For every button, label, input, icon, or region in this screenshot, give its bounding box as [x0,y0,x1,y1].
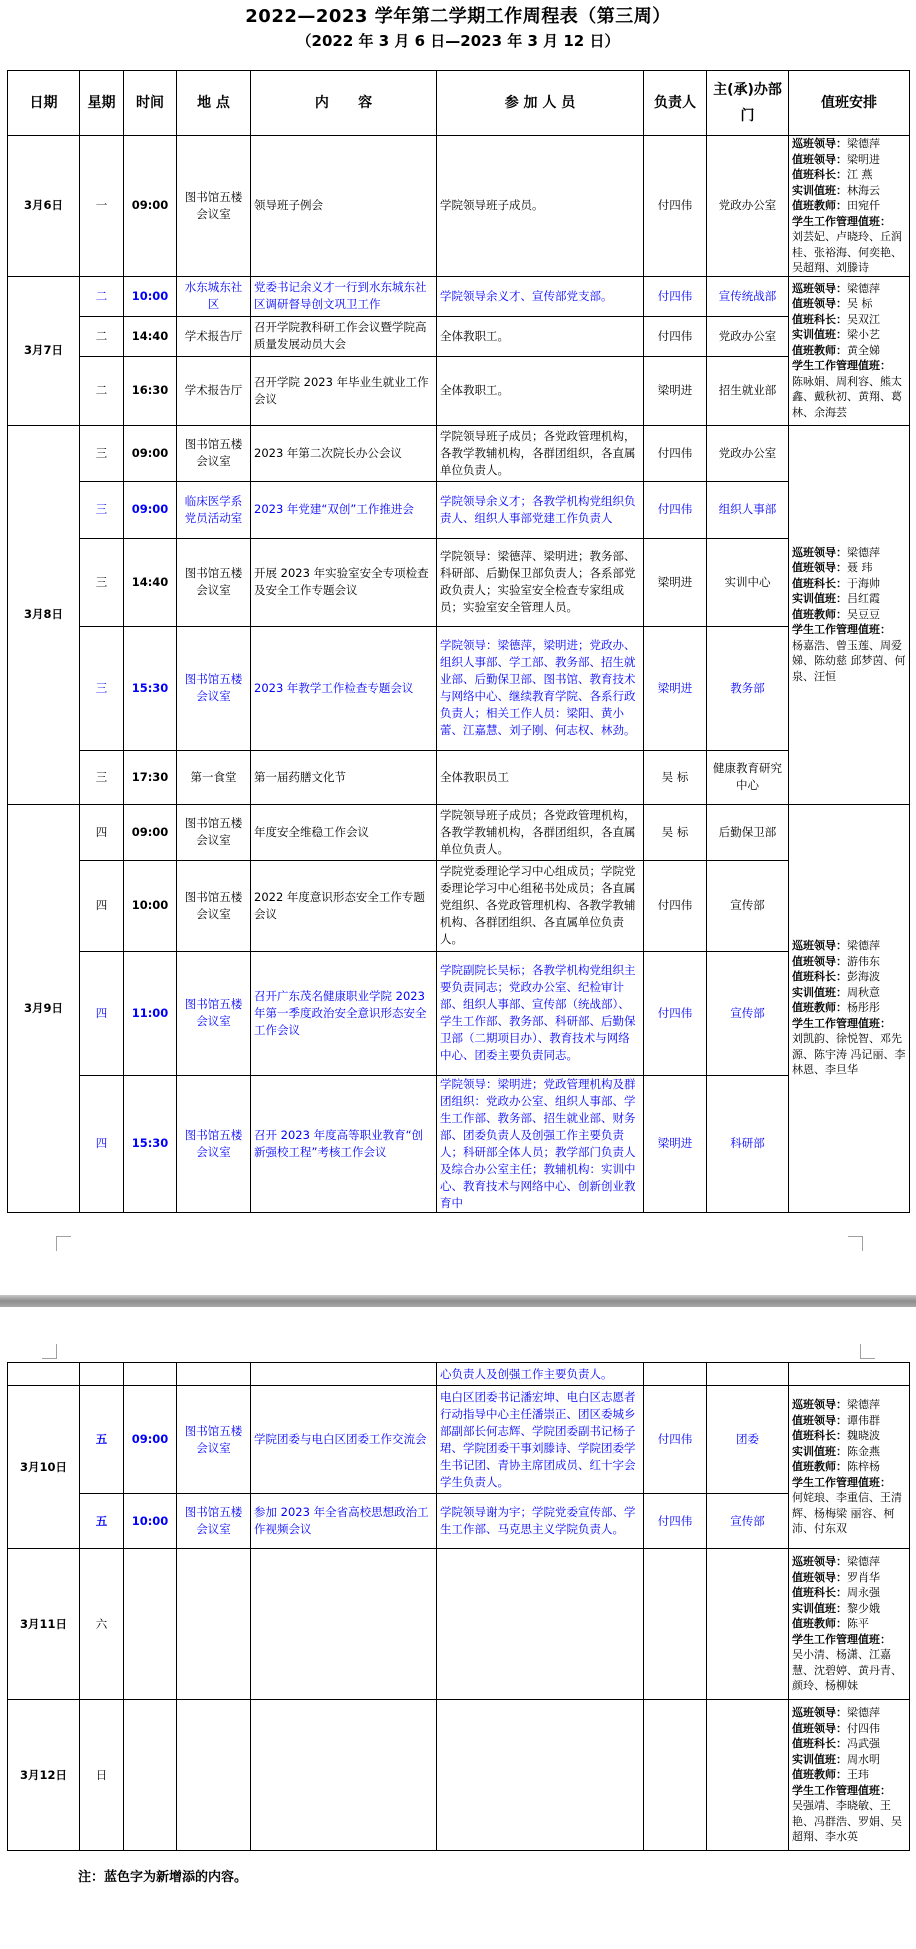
dept-cell: 党政办公室 [707,136,789,277]
leader-cell: 梁明进 [644,1075,707,1212]
duty-label: 值班教师： [792,343,847,357]
attendees-cell: 学院领导班子成员。 [437,136,644,277]
duty-cell [789,276,910,425]
duty-value: 吴 标 [847,297,873,311]
place-cell: 水东城东社区 [177,276,251,316]
leader-cell: 梁明进 [644,538,707,626]
duty-label: 值班教师： [792,1768,847,1782]
duty-label: 值班领导： [792,1570,847,1584]
duty-value: 江 燕 [847,168,873,181]
duty-cell [789,425,910,804]
duty-value: 周秋意 [847,985,880,999]
duty-value: 黄全娣 [847,343,880,357]
weekday-cell: 二 [80,276,124,316]
leader-cell: 付四伟 [644,481,707,538]
time-cell: 10:00 [124,1494,177,1549]
attendees-cell: 学院领导班子成员；各党政管理机构，各教学教辅机构，各群团组织，各直属单位负责人。 [437,425,644,481]
duty-label: 值班领导： [792,561,847,575]
attendees-cell: 学院副院长吴标；各教学机构党组织主要负责同志；党政办公室、纪检审计部、组织人事部、宣传部（统战部）、学生工作部、教务部、科研部、后勤保卫部（二期项目办）、教育技术与网络中心、团委主要负责同志。 [437,951,644,1075]
duty-students: 刘凯韵、徐悦智、邓先源、陈宇涛 冯记丽、李林恩、李旦华 [792,1032,906,1077]
time-cell [124,1549,177,1700]
content-cell: 召开广东茂名健康职业学院 2023 年第一季度政治安全意识形态安全工作会议 [251,951,437,1075]
duty-label: 值班科长： [792,1586,847,1600]
duty-label: 值班科长： [792,168,847,181]
time-cell: 17:30 [124,750,177,804]
time-cell: 15:30 [124,626,177,750]
document-subtitle: （2022 年 3 月 6 日—2023 年 3 月 12 日） [296,32,620,50]
duty-label: 实训值班： [792,183,847,197]
attendees-cell [437,1700,644,1851]
duty-cell [789,1363,910,1386]
leader-cell: 吴 标 [644,750,707,804]
duty-label: 巡班领导： [792,281,847,295]
duty-label: 值班教师： [792,1617,847,1631]
duty-label: 值班教师： [792,199,847,212]
duty-value: 梁德萍 [847,1555,880,1569]
duty-value: 魏晓波 [847,1429,880,1443]
content-cell: 2022 年度意识形态安全工作专题会议 [251,860,437,951]
place-cell [177,1549,251,1700]
duty-label: 学生工作管理值班： [792,1632,891,1646]
leader-cell: 付四伟 [644,860,707,951]
duty-label: 实训值班： [792,985,847,999]
duty-value: 杨彤彤 [847,1001,880,1015]
duty-label: 值班科长： [792,576,847,590]
table-row [8,481,910,538]
dept-cell [707,1363,789,1386]
duty-value: 彭海波 [847,970,880,984]
content-cell: 开展 2023 年实验室安全专项检查及安全工作专题会议 [251,538,437,626]
content-cell: 党委书记余义才一行到水东城东社区调研督导创文巩卫工作 [251,276,437,316]
time-cell: 09:00 [124,136,177,277]
duty-students: 陈咏娟、周利容、熊太鑫、戴秋初、黄翔、葛林、余海芸 [792,374,902,419]
duty-students: 刘芸妃、卢晓玲、丘润桂、张裕海、何奕艳、吴超翔、刘滕诗 [792,230,902,274]
table-row [8,316,910,356]
attendees-cell: 学院领导：梁德萍、梁明进；教务部、科研部、后勤保卫部负责人；各系部党政负责人；实验室安全检查专家组成员；实验室安全管理人员。 [437,538,644,626]
duty-students: 吴强靖、李晓敏、王艳、冯群浩、罗娟、吴超翔、李水英 [792,1799,902,1844]
table-row [8,1386,910,1494]
header-dept: 主(承)办部 门 [707,71,789,136]
duty-value: 罗肖华 [847,1570,880,1584]
leader-cell: 付四伟 [644,136,707,277]
dept-cell: 宣传部 [707,1494,789,1549]
duty-cell [789,1700,910,1851]
duty-label: 学生工作管理值班： [792,1016,891,1030]
header-duty: 值班安排 [789,71,910,136]
table-row [8,626,910,750]
table-row [8,804,910,860]
duty-label: 实训值班： [792,592,847,606]
dept-cell [707,1700,789,1851]
place-cell: 图书馆五楼会议室 [177,538,251,626]
content-cell: 召开 2023 年度高等职业教育“创新强校工程”考核工作会议 [251,1075,437,1212]
weekday-cell: 一 [80,136,124,277]
time-cell: 10:00 [124,276,177,316]
weekday-cell: 四 [80,951,124,1075]
content-cell: 召开学院教科研工作会议暨学院高质量发展动员大会 [251,316,437,356]
duty-label: 实训值班： [792,1601,847,1615]
content-cell [251,1549,437,1700]
place-cell: 第一食堂 [177,750,251,804]
duty-students: 吴小清、杨潇、江嘉慧、沈碧婷、黄丹青、颜玲、杨柳妹 [792,1648,902,1693]
duty-value: 梁德萍 [847,939,880,953]
weekday-cell: 三 [80,750,124,804]
time-cell: 09:00 [124,804,177,860]
place-cell: 图书馆五楼会议室 [177,804,251,860]
dept-cell: 实训中心 [707,538,789,626]
duty-label: 值班教师： [792,607,847,621]
header-content: 内 容 [251,71,437,136]
duty-value: 梁德萍 [847,545,880,559]
table-row [8,1494,910,1549]
table-row [8,276,910,316]
table-header-row [8,71,910,136]
leader-cell: 付四伟 [644,316,707,356]
page-corner-mark [56,1236,71,1251]
attendees-cell: 学院领导余义才、宣传部党支部。 [437,276,644,316]
weekday-cell: 二 [80,356,124,425]
duty-value: 游伟东 [847,954,880,968]
page-separator [0,1295,916,1307]
duty-label: 学生工作管理值班： [792,1783,891,1797]
time-cell [124,1700,177,1851]
duty-label: 巡班领导： [792,939,847,953]
duty-value: 陈梓杨 [847,1460,880,1474]
leader-cell: 付四伟 [644,425,707,481]
table-row [8,356,910,425]
duty-value: 梁明进 [847,152,880,166]
weekday-cell: 日 [80,1700,124,1851]
leader-cell: 付四伟 [644,1386,707,1494]
duty-cell [789,804,910,1212]
table-row-continuation [8,1363,910,1386]
weekday-cell: 六 [80,1549,124,1700]
weekday-cell: 五 [80,1386,124,1494]
table-row [8,750,910,804]
attendees-cell: 学院领导：梁明进；党政管理机构及群团组织：党政办公室、组织人事部、学生工作部、教务部、招生就业部、财务部、团委负责人及创强工作主要负责人；科研部全体人员；教学部门负责人及综合办公室主任；教辅机构：实训中心、教育技术与网络中心、创新创业教育中 [437,1075,644,1212]
attendees-cell: 学院领导谢为宇；学院党委宣传部、学生工作部、马克思主义学院负责人。 [437,1494,644,1549]
weekday-cell: 四 [80,1075,124,1212]
duty-value: 谭伟群 [847,1413,880,1427]
duty-value: 林海云 [847,183,880,197]
leader-cell: 吴 标 [644,804,707,860]
dept-cell: 宣传部 [707,951,789,1075]
duty-value: 聂 玮 [847,561,873,575]
content-cell: 学院团委与电白区团委工作交流会 [251,1386,437,1494]
place-cell: 图书馆五楼会议室 [177,1075,251,1212]
attendees-cell: 学院党委理论学习中心组成员；学院党委理论学习中心组秘书处成员；各直属党组织、各党政管理机构、各教学教辅机构、各群团组织、各直属单位负责人。 [437,860,644,951]
weekday-cell: 二 [80,316,124,356]
weekday-cell: 三 [80,425,124,481]
dept-cell: 招生就业部 [707,356,789,425]
weekday-cell: 四 [80,860,124,951]
duty-value: 王玮 [847,1768,869,1782]
attendees-cell: 学院领导余义才；各教学机构党组织负责人、组织人事部党建工作负责人 [437,481,644,538]
duty-label: 值班领导： [792,152,847,166]
place-cell: 图书馆五楼会议室 [177,860,251,951]
duty-label: 值班领导： [792,1413,847,1427]
duty-label: 学生工作管理值班： [792,623,891,637]
duty-label: 学生工作管理值班： [792,1475,891,1489]
duty-label: 值班领导： [792,297,847,311]
duty-value: 付四伟 [847,1721,880,1735]
content-cell: 年度安全维稳工作会议 [251,804,437,860]
dept-cell: 教务部 [707,626,789,750]
duty-cell [789,136,910,277]
duty-students: 杨嘉浩、曾玉莲、周爱娣、陈幼慈 邱梦茵、何泉、汪恒 [792,638,906,683]
content-cell [251,1700,437,1851]
attendees-cell: 学院领导班子成员；各党政管理机构，各教学教辅机构，各群团组织，各直属单位负责人。 [437,804,644,860]
content-cell: 参加 2023 年全省高校思想政治工作视频会议 [251,1494,437,1549]
duty-label: 值班领导： [792,954,847,968]
time-cell: 14:40 [124,316,177,356]
attendees-cell: 全体教职员工 [437,750,644,804]
place-cell [177,1700,251,1851]
time-cell: 16:30 [124,356,177,425]
duty-cell [789,1386,910,1549]
table-row [8,860,910,951]
duty-value: 吴豆豆 [847,607,880,621]
time-cell: 11:00 [124,951,177,1075]
attendees-cell: 全体教职工。 [437,316,644,356]
date-cell: 3月8日 [8,425,80,804]
duty-label: 值班科长： [792,970,847,984]
duty-value: 于海帅 [847,576,880,590]
weekday-cell: 三 [80,626,124,750]
leader-cell: 付四伟 [644,951,707,1075]
duty-value: 周永强 [847,1586,880,1600]
place-cell: 学术报告厅 [177,316,251,356]
duty-label: 巡班领导： [792,1555,847,1569]
weekday-cell: 五 [80,1494,124,1549]
duty-value: 梁德萍 [847,1706,880,1720]
place-cell: 图书馆五楼会议室 [177,136,251,277]
time-cell: 09:00 [124,425,177,481]
dept-cell: 党政办公室 [707,425,789,481]
duty-label: 巡班领导： [792,545,847,559]
date-cell: 3月11日 [8,1549,80,1700]
document-title: 2022—2023 学年第二学期工作周程表（第三周） [245,6,671,27]
content-cell: 2023 年党建“双创”工作推进会 [251,481,437,538]
header-time: 时间 [124,71,177,136]
leader-cell [644,1700,707,1851]
weekday-cell: 四 [80,804,124,860]
leader-cell [644,1549,707,1700]
dept-cell: 宣传部 [707,860,789,951]
dept-cell: 团委 [707,1386,789,1494]
duty-label: 学生工作管理值班： [792,214,891,228]
table-row [8,136,910,277]
duty-value: 梁小艺 [847,328,880,342]
header-date: 日期 [8,71,80,136]
leader-cell: 梁明进 [644,626,707,750]
duty-value: 吕红霞 [847,592,880,606]
duty-label: 值班科长： [792,1737,847,1751]
date-cell: 3月7日 [8,276,80,425]
leader-cell: 付四伟 [644,276,707,316]
attendees-cell: 电白区团委书记潘宏坤、电白区志愿者行动指导中心主任潘崇正、团区委城乡部副部长何志辉、学院团委副书记杨子珺、学院团委干事刘滕诗、学院团委学生书记团、青协主席团成员、红十字会学生负责人。 [437,1386,644,1494]
content-cell: 第一届药膳文化节 [251,750,437,804]
duty-value: 周水明 [847,1752,880,1766]
duty-label: 实训值班： [792,1752,847,1766]
time-cell: 14:40 [124,538,177,626]
date-cell: 3月12日 [8,1700,80,1851]
duty-value: 梁德萍 [847,281,880,295]
content-cell: 2023 年教学工作检查专题会议 [251,626,437,750]
duty-label: 值班教师： [792,1460,847,1474]
duty-label: 巡班领导： [792,137,847,150]
duty-value: 黎少娥 [847,1601,880,1615]
duty-label: 值班领导： [792,1721,847,1735]
duty-label: 实训值班： [792,1444,847,1458]
table-row [8,1549,910,1700]
date-cell: 3月10日 [8,1386,80,1549]
schedule-table-page-2 [7,1362,910,1851]
place-cell: 图书馆五楼会议室 [177,626,251,750]
duty-label: 巡班领导： [792,1398,847,1412]
header-attendees: 参 加 人 员 [437,71,644,136]
duty-label: 实训值班： [792,328,847,342]
place-cell: 图书馆五楼会议室 [177,1494,251,1549]
weekday-cell: 三 [80,481,124,538]
duty-students: 何姹琅、李重信、王清辉、杨梅梁 丽容、柯沛、付东双 [792,1491,902,1536]
weekday-cell: 三 [80,538,124,626]
duty-label: 学生工作管理值班： [792,359,891,373]
table-row [8,951,910,1075]
time-cell: 09:00 [124,1386,177,1494]
place-cell: 图书馆五楼会议室 [177,425,251,481]
page-corner-mark [848,1236,863,1251]
table-row [8,538,910,626]
dept-cell: 科研部 [707,1075,789,1212]
leader-cell [644,1363,707,1386]
schedule-table-page-1 [7,70,910,1213]
duty-value: 陈金燕 [847,1444,880,1458]
weekday-cell [80,1363,124,1386]
attendees-cell [437,1549,644,1700]
content-cell: 2023 年第二次院长办公会议 [251,425,437,481]
duty-label: 巡班领导： [792,1706,847,1720]
header-leader: 负责人 [644,71,707,136]
page-corner-mark [42,1344,57,1359]
time-cell: 09:00 [124,481,177,538]
date-cell: 3月6日 [8,136,80,277]
time-cell [124,1363,177,1386]
attendees-cell: 全体教职工。 [437,356,644,425]
dept-cell: 党政办公室 [707,316,789,356]
duty-value: 田宛仟 [847,199,880,212]
page-corner-mark [860,1344,875,1359]
duty-value: 梁德萍 [847,137,880,150]
date-cell: 3月9日 [8,804,80,1212]
dept-cell: 组织人事部 [707,481,789,538]
duty-value: 冯武强 [847,1737,880,1751]
duty-label: 值班教师： [792,1001,847,1015]
place-cell [177,1363,251,1386]
dept-cell: 后勤保卫部 [707,804,789,860]
time-cell: 15:30 [124,1075,177,1212]
attendees-cell: 学院领导：梁德萍，梁明进；党政办、组织人事部、学工部、教务部、招生就业部、后勤保卫部、图书馆、教育技术与网络中心、继续教育学院、各系行政负责人；相关工作人员：梁阳、黄小蕾、江嘉慧、刘子刚、何志权、林劲。 [437,626,644,750]
date-cell [8,1363,80,1386]
duty-cell [789,1549,910,1700]
time-cell: 10:00 [124,860,177,951]
place-cell: 学术报告厅 [177,356,251,425]
content-cell [251,1363,437,1386]
footnote: 注：蓝色字为新增添的内容。 [78,1870,248,1885]
leader-cell: 付四伟 [644,1494,707,1549]
place-cell: 临床医学系党员活动室 [177,481,251,538]
table-row [8,425,910,481]
duty-label: 值班科长： [792,1429,847,1443]
content-cell: 召开学院 2023 年毕业生就业工作会议 [251,356,437,425]
place-cell: 图书馆五楼会议室 [177,951,251,1075]
dept-cell [707,1549,789,1700]
dept-cell: 健康教育研究中心 [707,750,789,804]
duty-value: 梁德萍 [847,1398,880,1412]
duty-label: 值班科长： [792,312,847,326]
dept-cell: 宣传统战部 [707,276,789,316]
place-cell: 图书馆五楼会议室 [177,1386,251,1494]
header-weekday: 星期 [80,71,124,136]
attendees-cell: 心负责人及创强工作主要负责人。 [437,1363,644,1386]
duty-value: 陈平 [847,1617,869,1631]
table-row [8,1075,910,1212]
duty-value: 吴双江 [847,312,880,326]
header-place: 地 点 [177,71,251,136]
leader-cell: 梁明进 [644,356,707,425]
table-row [8,1700,910,1851]
content-cell: 领导班子例会 [251,136,437,277]
